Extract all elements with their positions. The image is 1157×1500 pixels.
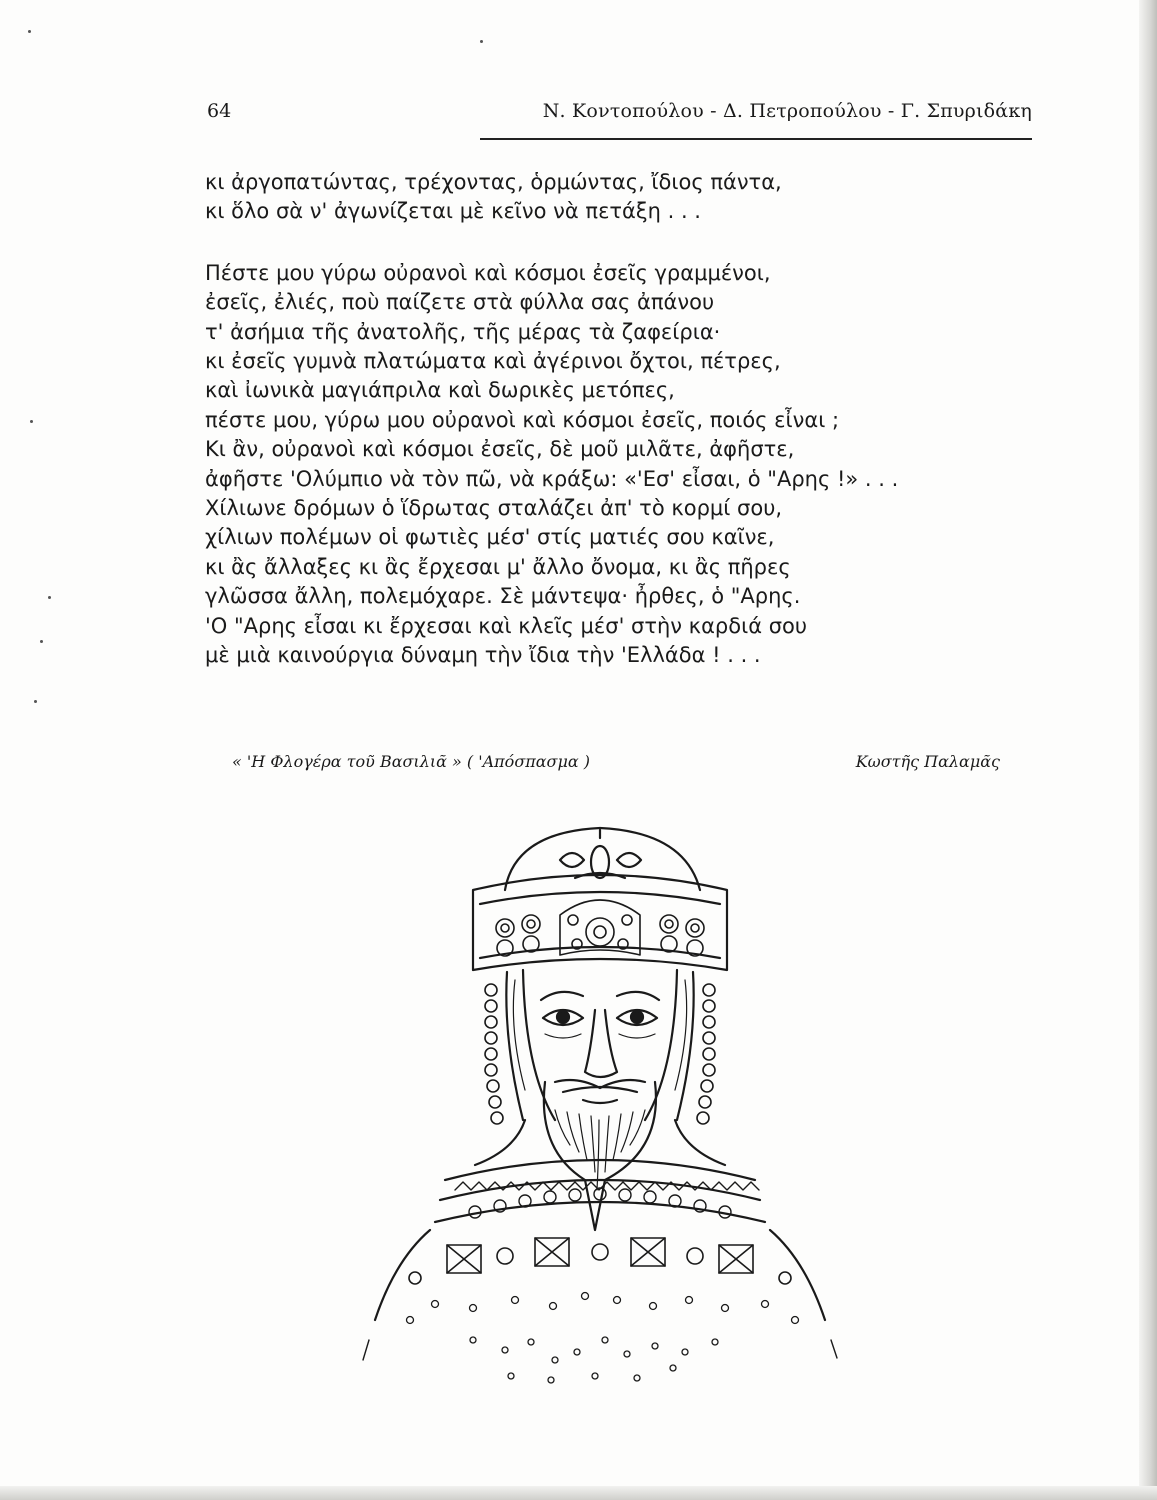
poem-line: πέστε μου, γύρω μου οὐρανοὶ καὶ κόσμοι ἐσεῖς, ποιός εἶναι ; — [205, 407, 840, 432]
page-number: 64 — [207, 100, 232, 122]
garment-collar — [445, 1160, 755, 1180]
page-edge-shadow — [1139, 0, 1157, 1500]
poem-attribution — [232, 752, 1000, 780]
poem-body — [205, 168, 1035, 671]
poem-stanza-2 — [205, 259, 1035, 671]
emperor-portrait-illustration — [355, 820, 865, 1395]
page-speck — [30, 420, 33, 423]
source-title: « 'Η Φλογέρα τοῦ Βασιλιᾶ » ( 'Απόσπασμα ) — [232, 752, 591, 771]
page-speck — [34, 700, 37, 703]
poem-line: κι ἐσεῖς γυμνὰ πλατώματα καὶ ἀγέρινοι ὄχτοι, πέτρες, — [205, 349, 781, 374]
poem-line: γλῶσσα ἄλλη, πολεμόχαρε. Σὲ μάντεψα· ἦρθες, ὁ "Αρης. — [205, 584, 801, 609]
poem-line: κι ἀργοπατώντας, τρέχοντας, ὁρμώντας, ἴδιος πάντα, — [205, 170, 782, 194]
page-header — [207, 98, 1032, 132]
poem-line: χίλιων πολέμων οἱ φωτιὲς μέσ' στίς ματιές σου καῖνε, — [205, 525, 775, 550]
poem-line: Χίλιωνε δρόμων ὁ ἵδρωτας σταλάζει ἀπ' τὸ κορμί σου, — [205, 496, 783, 521]
poem-line: καὶ ἰωνικὰ μαγιάπριλα καὶ δωρικὲς μετόπες, — [205, 378, 675, 403]
running-head: Ν. Κοντοπούλου - Δ. Πετροπούλου - Γ. Σπυριδάκη — [542, 100, 1032, 122]
beard — [544, 1082, 656, 1230]
nose — [585, 1010, 617, 1077]
poem-line: ἀφῆστε 'Ολύμπιο νὰ τὸν πῶ, νὰ κράξω: «'Εσ' εἶσαι, ὁ "Αρης !» . . . — [205, 466, 899, 491]
poem-line: ἐσεῖς, ἐλιές, ποὺ παίζετε στὰ φύλλα σας ἀπάνου — [205, 290, 715, 315]
face-outline — [523, 970, 555, 1120]
poem-line: κι ὅλο σὰ ν' ἀγωνίζεται μὲ κεῖνο νὰ πετάξη . . . — [205, 199, 701, 224]
poem-line: κι ἂς ἄλλαξες κι ἂς ἔρχεσαι μ' ἄλλο ὄνομα, κι ἂς πῆρες — [205, 554, 791, 579]
poem-line: 'Ο "Αρης εἶσαι κι ἔρχεσαι καὶ κλεῖς μέσ' στὴν καρδιά σου — [205, 613, 808, 638]
page-speck — [40, 640, 43, 643]
poem-line: Πέστε μου γύρω οὐρανοὶ καὶ κόσμοι ἐσεῖς γραμμένοι, — [205, 260, 771, 285]
page-speck — [28, 30, 31, 33]
poem-line: μὲ μιὰ καινούργια δύναμη τὴν ἴδια τὴν 'Ελλάδα ! . . . — [205, 643, 761, 668]
poem-line: Κι ἂν, οὐρανοὶ καὶ κόσμοι ἐσεῖς, δὲ μοῦ μιλᾶτε, ἀφῆστε, — [205, 437, 795, 462]
emperor-portrait-drawing — [355, 820, 865, 1395]
header-rule — [480, 138, 1032, 140]
page-speck — [480, 40, 483, 43]
poem-line: τ' ἀσήμια τῆς ἀνατολῆς, τῆς μέρας τὰ ζαφείρια· — [205, 319, 721, 344]
page-speck — [48, 596, 51, 599]
poem-stanza-1 — [205, 168, 1035, 227]
page-bottom-edge — [0, 1486, 1157, 1500]
source-author: Κωστῆς Παλαμᾶς — [855, 752, 1000, 771]
